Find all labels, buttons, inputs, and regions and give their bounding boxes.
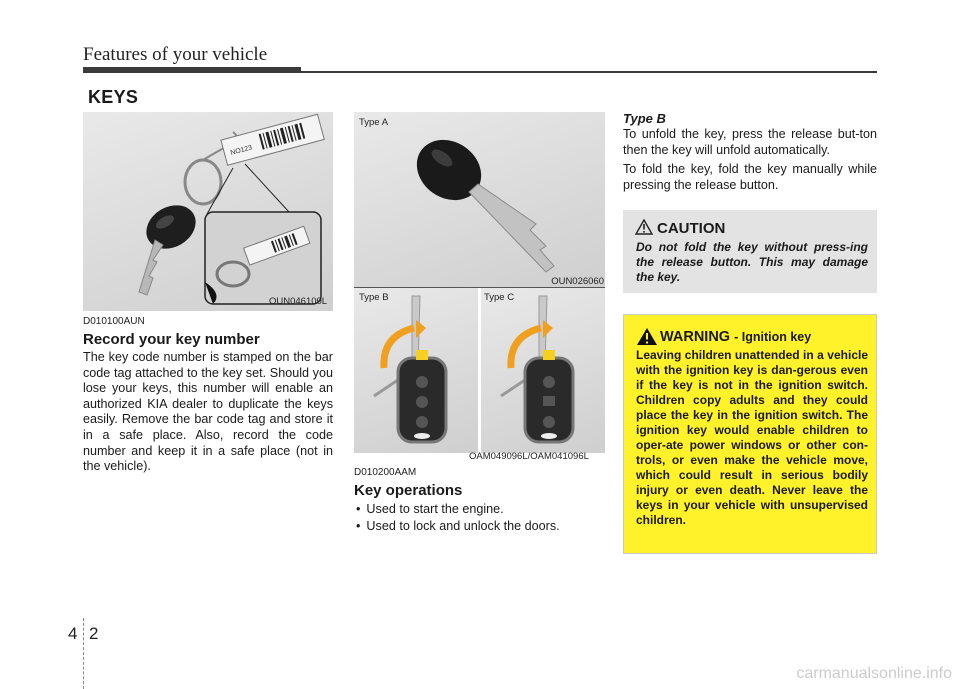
bar-code-tag xyxy=(221,114,324,165)
chapter-number: 4 xyxy=(68,624,78,643)
key-ring xyxy=(185,160,221,204)
watermark: carmanualsonline.info xyxy=(796,665,952,682)
type-b-heading: Type B xyxy=(623,111,666,126)
type-c-key-photo xyxy=(481,288,605,453)
key-tag-photo xyxy=(83,112,333,311)
caution-triangle-icon xyxy=(635,219,653,235)
type-a-key-photo xyxy=(354,112,605,287)
type-b-label: Type B xyxy=(359,292,389,303)
figure-code-3: OAM049096L/OAM041096L xyxy=(469,451,589,462)
release-button-b xyxy=(416,350,428,360)
caution-title: CAUTION xyxy=(657,220,726,237)
caution-text: Do not fold the key without press-ing the release button. This may damage the key. xyxy=(636,240,868,284)
key-operations-heading: Key operations xyxy=(354,482,463,499)
running-header: Features of your vehicle xyxy=(83,44,268,65)
type-a-key-illustration xyxy=(354,112,605,287)
key-head xyxy=(138,197,203,258)
warning-subtitle: - Ignition key xyxy=(734,330,812,344)
warning-title-main: WARNING xyxy=(660,329,731,345)
page-number-divider xyxy=(83,618,85,689)
warning-title xyxy=(660,329,811,345)
warning-box xyxy=(623,314,877,554)
caution-box xyxy=(623,210,877,293)
type-b-fold-text: To fold the key, fold the key manually while pressing the release button. xyxy=(623,162,877,192)
key-number-body: The key code number is stamped on the bar code tag attached to the key set. Should you lose your keys, this number will enable an authorized KIA dealer to duplicate the keys easily. Remove the bar code tag and store it in a safe place. Also, record the code number and keep it in a safe place (not in the vehicle). xyxy=(83,350,333,474)
type-b-key-illustration xyxy=(354,288,478,453)
key-number-heading: Record your key number xyxy=(83,331,260,348)
figure-code-2: OUN026060 xyxy=(551,276,604,287)
type-c-key-illustration xyxy=(481,288,605,453)
list-item: • Used to lock and unlock the doors. xyxy=(356,518,606,535)
section-title: KEYS xyxy=(88,87,139,107)
type-a-key-blade xyxy=(469,184,554,272)
page-number: 2 xyxy=(89,624,99,643)
key-blade xyxy=(139,240,163,295)
key-operations-list xyxy=(356,501,606,535)
type-a-label: Type A xyxy=(359,117,389,128)
key-tag-illustration xyxy=(83,112,333,311)
warning-triangle-icon xyxy=(636,327,658,346)
reference-code-key-number: D010100AUN xyxy=(83,316,145,327)
tag-number: NO123 xyxy=(229,144,254,157)
type-c-label: Type C xyxy=(484,292,515,303)
figure-code-1: OUN046100L xyxy=(269,296,328,307)
type-b-unfold-text: To unfold the key, press the release but-ton then the key will unfold automatically. xyxy=(623,127,877,157)
reference-code-key-operations: D010200AAM xyxy=(354,467,417,478)
list-item: • Used to start the engine. xyxy=(356,501,606,518)
header-rule xyxy=(83,71,877,73)
warning-text: Leaving children unattended in a vehicle with the ignition key is dan-gerous even if the key is not in the ignition switch. Children copy adults and they could place the key in the ignition switch. The ignition key would enable children to oper-ate power windows or other con-trols, or even make the vehicle move, which could result in serious bodily injury or even death. Never leave the keys in your vehicle with unsupervised children. xyxy=(636,348,868,527)
type-b-key-photo xyxy=(354,288,478,453)
release-button-c xyxy=(543,350,555,360)
